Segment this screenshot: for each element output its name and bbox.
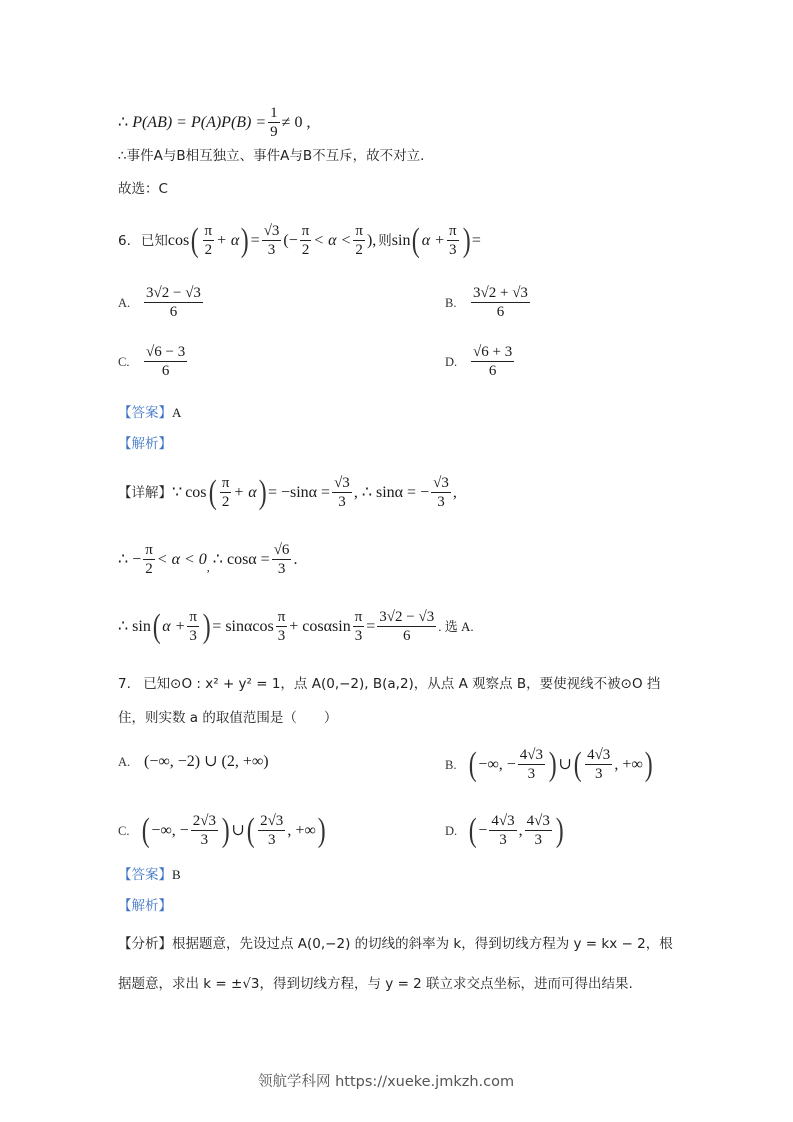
q6-detail-line3: ∴ sin ( α + $\frac{\pi}{3}$ ) = sinαcos $\frac{\pi}{3}$ + cosαsin $\frac{\pi}{3}$ = $\frac{3√2 - √3}{6}$ . 选 A. [118, 607, 474, 645]
q6-detail-line2: ∴ − $\frac{\pi}{2}$ < α < 0 , ∴ cosα = $\frac{√6}{3}$ . [118, 542, 298, 577]
prev-solution-choice: 故选：C [118, 181, 168, 197]
q6-option-b[interactable]: B. $\frac{3√2 + √3}{6}$ [445, 285, 528, 320]
q6-answer [118, 401, 181, 422]
prev-solution-line2: ∴事件A与B相互独立、事件A与B不互斥，故不对立. [118, 148, 425, 164]
footer-watermark: 领航学科网 https://xueke.jmkzh.com [258, 1074, 515, 1090]
q7-option-d[interactable]: D. ( − $\frac{4√3}{3}$ , $\frac{4√3}{3}$ ) [445, 811, 564, 849]
question-7-stem-line1: 7. 已知⊙O : x² + y² = 1，点 A(0,−2), B(a,2)，从点 A 观察点 B，要使视线不被⊙O 挡 [118, 676, 661, 692]
q7-analysis-line1: 【分析】根据题意，先设过点 A(0,−2) 的切线的斜率为 k，得到切线方程为 y = kx − 2，根 [118, 936, 673, 952]
question-7-stem-line2: 住，则实数 a 的取值范围是（ ） [118, 710, 338, 726]
not-equal-zero: ≠ 0 , [281, 113, 311, 131]
probability-equation: P(AB) = P(A)P(B) = [132, 113, 267, 131]
answer-tag: 【答案】 [118, 405, 172, 421]
q7-option-b[interactable]: B. ( −∞, − $\frac{4√3}{3}$ ) ∪ ( $\frac{4√3}{3}$ , +∞ ) [445, 745, 653, 783]
question-number: 6. [118, 232, 131, 249]
q6-option-a[interactable]: A. $\frac{3√2 - √3}{6}$ [118, 285, 201, 320]
detail-tag: 【详解】 [118, 484, 172, 501]
right-paren: ) [241, 221, 249, 259]
fraction-one-ninth: $\frac{1}{9}$ [270, 105, 278, 140]
q7-option-a[interactable]: A. (−∞, −2) ∪ (2, +∞) [118, 753, 269, 770]
question-6-stem: 6. 已知 cos ( $\frac{\pi}{2}$ + α ) = $\frac{√3}{3}$ (− $\frac{\pi}{2}$ < α < $\frac{\pi}{2}$ ), 则 sin ( α + $\frac{\pi}{3}$ ) = [118, 221, 481, 259]
answer-value: B [172, 867, 181, 882]
prev-solution-line1 [118, 104, 310, 141]
q7-analysis-line2: 据题意，求出 k = ±√3，得到切线方程，与 y = 2 联立求交点坐标，进而可得出结果. [118, 976, 633, 992]
q7-analysis-tag: 【解析】 [118, 898, 172, 914]
answer-value: A [172, 405, 182, 420]
answer-tag: 【答案】 [118, 867, 172, 883]
q6-analysis-tag: 【解析】 [118, 436, 172, 452]
q7-option-c[interactable]: C. ( −∞, − $\frac{2√3}{3}$ ) ∪ ( $\frac{2√3}{3}$ , +∞ ) [118, 811, 326, 849]
q6-option-c[interactable]: C. $\frac{√6 - 3}{6}$ [118, 344, 186, 379]
q6-option-d[interactable]: D. $\frac{√6 + 3}{6}$ [445, 344, 513, 379]
left-paren: ( [190, 221, 199, 259]
q7-answer [118, 863, 181, 884]
question-number: 7. [118, 676, 131, 692]
q6-detail-line1: 【详解】 ∵ cos ( $\frac{\pi}{2}$ + α ) = −sinα = $\frac{√3}{3}$ , ∴ sinα = − $\frac{√3}{3}$ , [118, 473, 457, 511]
therefore-symbol: ∴ [118, 113, 129, 131]
